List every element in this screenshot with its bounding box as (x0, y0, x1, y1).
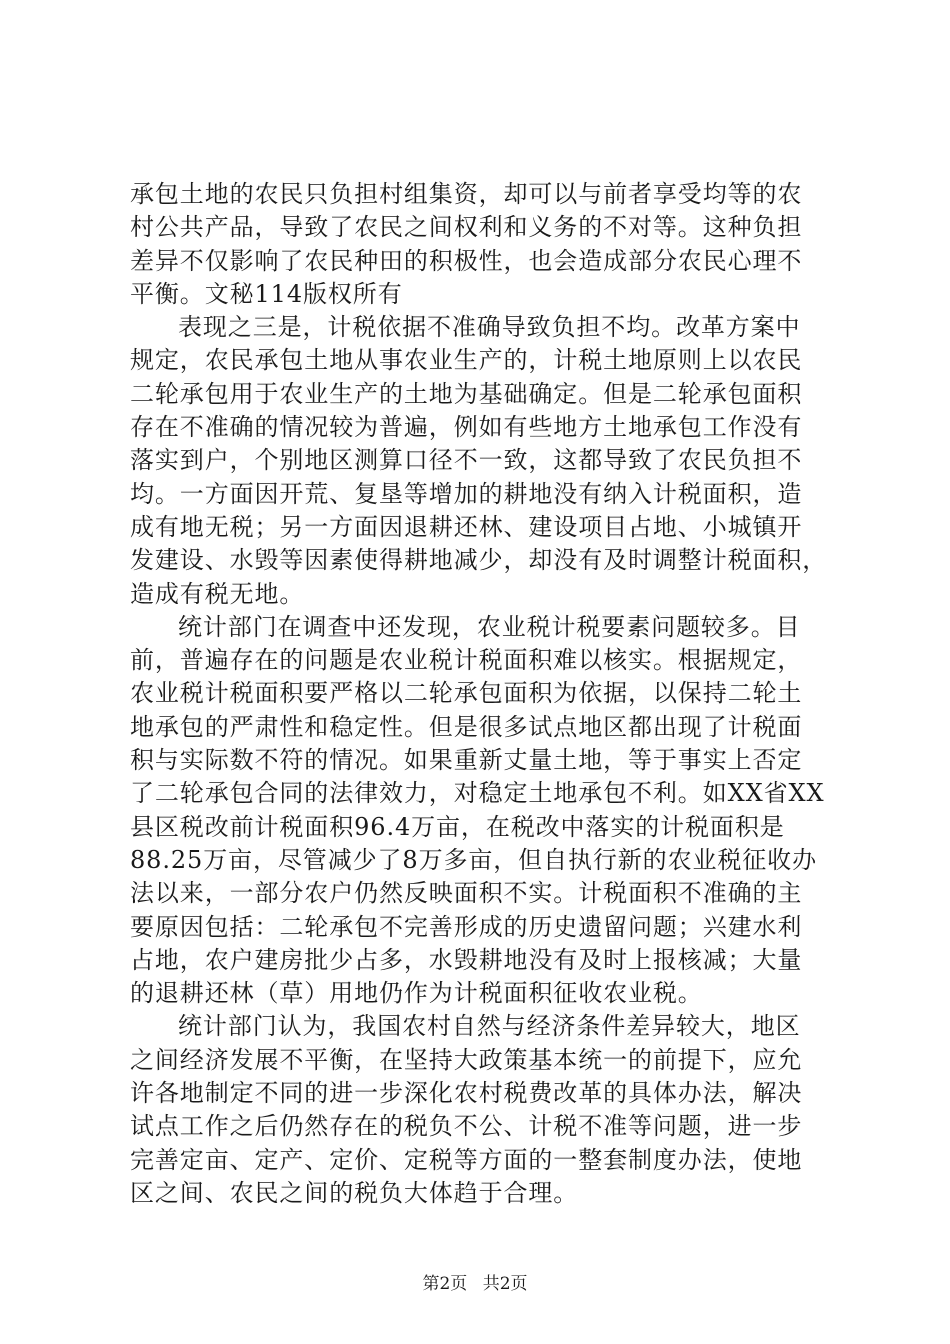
text-line: 了二轮承包合同的法律效力，对稳定土地承包不利。如XX省XX (130, 779, 825, 808)
text-line: 的退耕还林（草）用地仍作为计税面积征收农业税。 (130, 979, 703, 1008)
text-line: 试点工作之后仍然存在的税负不公、计税不准等问题，进一步 (130, 1112, 803, 1141)
text-line: 完善定亩、定产、定价、定税等方面的一整套制度办法，使地 (130, 1145, 803, 1174)
paragraph-first-line: 统计部门认为，我国农村自然与经济条件差异较大，地区 (178, 1012, 801, 1041)
text-line: 规定，农民承包土地从事农业生产的，计税土地原则上以农民 (130, 346, 803, 375)
text-line: 前，普遍存在的问题是农业税计税面积难以核实。根据规定， (130, 646, 803, 675)
text-line: 平衡。文秘114版权所有 (130, 279, 403, 308)
text-line: 二轮承包用于农业生产的土地为基础确定。但是二轮承包面积 (130, 379, 803, 408)
text-line: 区之间、农民之间的税负大体趋于合理。 (130, 1178, 579, 1207)
text-line: 农业税计税面积要严格以二轮承包面积为依据，以保持二轮土 (130, 679, 803, 708)
text-line: 造成有税无地。 (130, 579, 305, 608)
text-line: 发建设、水毁等因素使得耕地减少，却没有及时调整计税面积， (130, 546, 828, 575)
text-line: 成有地无税；另一方面因退耕还林、建设项目占地、小城镇开 (130, 512, 803, 541)
text-line: 法以来，一部分农户仍然反映面积不实。计税面积不准确的主 (130, 879, 803, 908)
document-body (130, 178, 830, 1210)
text-line: 要原因包括：二轮承包不完善形成的历史遗留问题；兴建水利 (130, 912, 803, 941)
text-line: 88.25万亩，尽管减少了8万多亩，但自执行新的农业税征收办 (130, 845, 817, 874)
text-line: 县区税改前计税面积96.4万亩，在税改中落实的计税面积是 (130, 812, 785, 841)
text-line: 积与实际数不符的情况。如果重新丈量土地，等于事实上否定 (130, 746, 803, 775)
text-line: 许各地制定不同的进一步深化农村税费改革的具体办法，解决 (130, 1079, 803, 1108)
text-line: 村公共产品，导致了农民之间权利和义务的不对等。这种负担 (130, 213, 803, 242)
text-line: 存在不准确的情况较为普遍，例如有些地方土地承包工作没有 (130, 413, 803, 442)
text-line: 承包土地的农民只负担村组集资，却可以与前者享受均等的农 (130, 180, 803, 208)
text-line: 差异不仅影响了农民种田的积极性，也会造成部分农民心理不 (130, 246, 803, 275)
text-line: 之间经济发展不平衡，在坚持大政策基本统一的前提下，应允 (130, 1045, 803, 1074)
page-footer (0, 1274, 950, 1294)
paragraph-first-line: 表现之三是，计税依据不准确导致负担不均。改革方案中 (178, 313, 801, 342)
paragraph-first-line: 统计部门在调查中还发现，农业税计税要素问题较多。目 (178, 612, 801, 641)
text-line: 地承包的严肃性和稳定性。但是很多试点地区都出现了计税面 (130, 712, 803, 741)
text-line: 均。一方面因开荒、复垦等增加的耕地没有纳入计税面积，造 (130, 479, 803, 508)
page-total: 共2页 (482, 1274, 528, 1294)
text-line: 占地，农户建房批少占多，水毁耕地没有及时上报核减；大量 (130, 945, 803, 974)
page-number: 第2页 (422, 1274, 468, 1294)
text-line: 落实到户，个别地区测算口径不一致，这都导致了农民负担不 (130, 446, 803, 475)
